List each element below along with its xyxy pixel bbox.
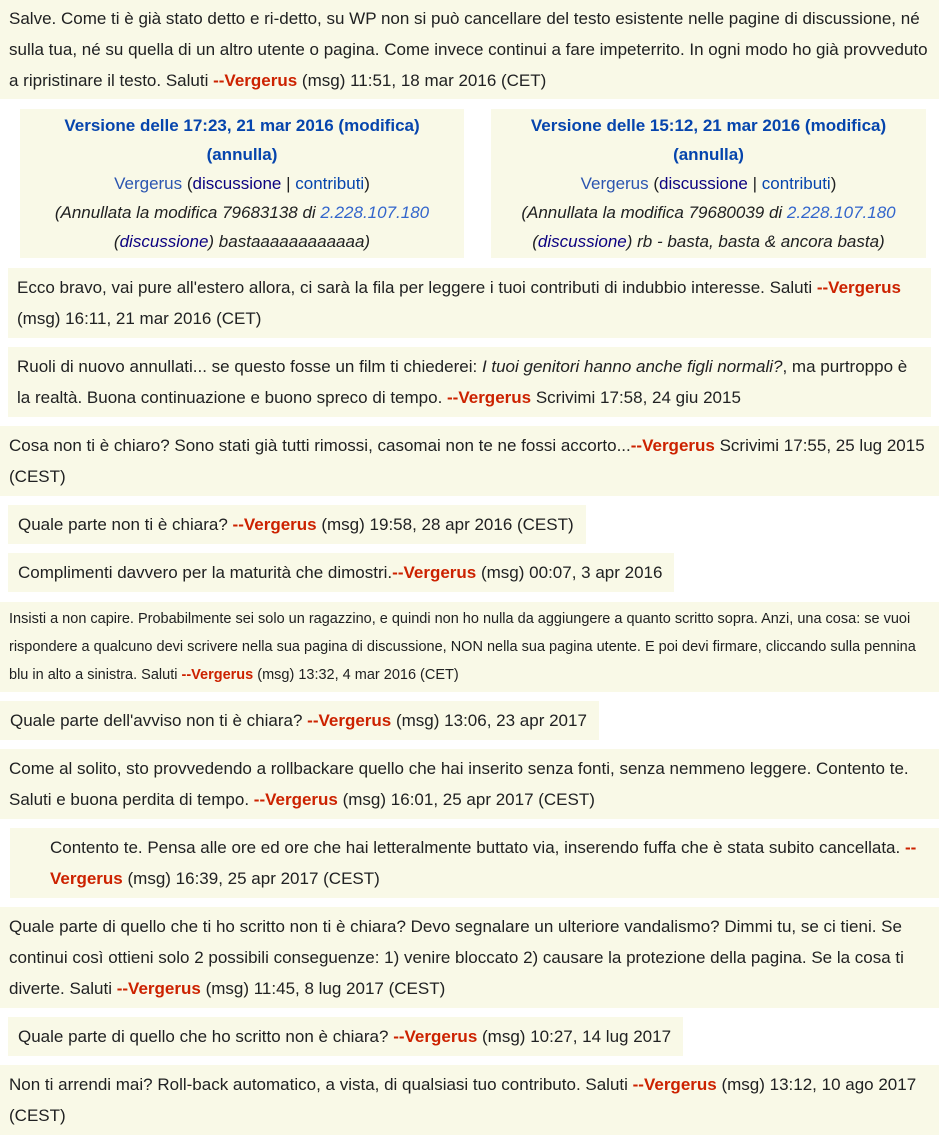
user-signature-link[interactable]: --Vergerus <box>307 711 392 730</box>
talk-message-quale-parte-1 <box>8 505 586 544</box>
talk-message-avviso <box>0 701 599 740</box>
text: | <box>281 174 296 193</box>
revision-header-link[interactable]: (annulla) <box>673 145 744 164</box>
diff-revision-right <box>491 109 926 258</box>
text: Complimenti davvero per la maturità che dimostri. <box>18 563 393 582</box>
diff-comparison-header <box>20 109 926 258</box>
user-signature-link[interactable]: --Vergerus <box>232 515 317 534</box>
msg-link[interactable]: (msg) <box>321 515 365 534</box>
text: Insisti a non capire. Probabilmente sei solo un ragazzino, e quindi non ho nulla da aggiungere a quanto scritto sopra. Anzi, una cosa: se vuoi rispondere a qualcuno devi scrivere nella sua pagina di discussione, NON nella sua pagina utente. E poi devi firmare, cliccando sulla pennina blu in alto a sinistra. Saluti <box>9 611 916 683</box>
text: Scrivimi 17:58, 24 giu 2015 <box>531 388 741 407</box>
msg-link[interactable]: (msg) <box>480 563 525 582</box>
msg-link[interactable]: (msg) <box>342 790 387 809</box>
discussione-link[interactable]: discussione <box>659 174 748 193</box>
talk-message-intro <box>0 0 939 99</box>
user-signature-link[interactable]: --Vergerus <box>632 1075 717 1094</box>
talk-message-ruoli-annullati <box>8 347 931 417</box>
text: ( <box>648 174 660 193</box>
italic-text: ( <box>532 232 538 251</box>
discussione-link[interactable]: discussione <box>119 232 209 251</box>
italic-text: ( <box>113 232 120 251</box>
text: Salve. Come ti è già stato detto e ri-detto, su WP non si può cancellare del testo esistente nelle pagine di discussione, né sulla tua, né su quella di un altro utente o pagina. Come invece continui a fare impeterrito. In ogni modo ho già provveduto a ripristinare il testo. Saluti <box>9 9 928 90</box>
talk-message-contento-te <box>10 828 939 898</box>
text: ) <box>364 174 370 193</box>
text: Quale parte di quello che ho scritto non è chiara? <box>18 1027 394 1046</box>
user-signature-link[interactable]: --Vergerus <box>393 1027 478 1046</box>
talk-message-quale-parte-2 <box>8 1017 683 1056</box>
talk-message-non-ti-arrendi <box>0 1065 939 1135</box>
italic-text: (Annullata la modifica 79683138 di <box>54 203 321 222</box>
msg-link[interactable]: (msg) <box>205 979 250 998</box>
revision-header-link[interactable]: (annulla) <box>206 145 278 164</box>
text: 16:39, 25 apr 2017 (CEST) <box>170 869 380 888</box>
user-signature-link[interactable]: --Vergerus <box>253 790 338 809</box>
msg-link[interactable]: (msg) <box>482 1027 526 1046</box>
revision-header-link[interactable]: Versione delle 15:12, 21 mar 2016 (modifica) <box>530 116 887 135</box>
msg-link[interactable]: (msg) <box>721 1075 765 1094</box>
talk-message-cosa-non-chiaro <box>0 426 939 496</box>
user-signature-link[interactable]: --Vergerus <box>213 71 298 90</box>
text: Contento te. Pensa alle ore ed ore che hai letteralmente buttato via, inserendo fuffa che è stata subito cancellata. <box>50 838 905 857</box>
text: 16:11, 21 mar 2016 (CET) <box>60 309 262 328</box>
text: , ma purtroppo è la realtà. Buona continuazione e buono spreco di tempo. <box>17 357 908 407</box>
text: 13:12, 10 ago 2017 (CEST) <box>9 1075 917 1125</box>
text: ) <box>830 174 837 193</box>
italic-text: ) rb - basta, basta & ancora basta) <box>626 232 885 251</box>
user-signature-link[interactable]: --Vergerus <box>116 979 201 998</box>
msg-link[interactable]: (msg) <box>127 869 171 888</box>
msg-link[interactable]: (msg) <box>257 667 295 683</box>
text: Scrivimi 17:55, 25 lug 2015 (CEST) <box>9 436 925 486</box>
text: Non ti arrendi mai? Roll-back automatico, a vista, di qualsiasi tuo contributo. Saluti <box>9 1075 633 1094</box>
ip-address-link[interactable]: 2.228.107.180 <box>320 203 430 222</box>
text: 16:01, 25 apr 2017 (CEST) <box>386 790 595 809</box>
text: Ecco bravo, vai pure all'estero allora, ci sarà la fila per leggere i tuoi contributi di indubbio interesse. Saluti <box>17 278 817 297</box>
text: Cosa non ti è chiaro? Sono stati già tutti rimossi, casomai non te ne fossi accorto... <box>9 436 631 455</box>
italic-text: ) bastaaaaaaaaaaaa) <box>208 232 371 251</box>
revision-header-link[interactable]: Versione delle 17:23, 21 mar 2016 (modifica) <box>64 116 420 135</box>
text: 11:45, 8 lug 2017 (CEST) <box>249 979 446 998</box>
msg-link[interactable]: (msg) <box>395 711 440 730</box>
text: ( <box>182 174 193 193</box>
text: Quale parte non ti è chiara? <box>18 515 233 534</box>
user-signature-link[interactable]: --Vergerus <box>447 388 532 407</box>
user-link[interactable]: Vergerus <box>114 174 183 193</box>
talk-message-ecco-bravo <box>8 268 931 338</box>
user-link[interactable]: Vergerus <box>580 174 649 193</box>
text: | <box>747 174 762 193</box>
text: 00:07, 3 apr 2016 <box>524 563 663 582</box>
discussione-link[interactable]: discussione <box>537 232 627 251</box>
talk-message-complimenti <box>8 553 674 592</box>
user-signature-link[interactable]: --Vergerus <box>630 436 715 455</box>
diff-revision-left <box>20 109 464 258</box>
talk-message-insisti <box>0 602 939 692</box>
discussione-link[interactable]: discussione <box>192 174 282 193</box>
italic-text: I tuoi genitori hanno anche figli normali? <box>481 357 783 376</box>
user-signature-link[interactable]: --Vergerus <box>50 838 917 888</box>
text: Ruoli di nuovo annullati... se questo fosse un film ti chiederei: <box>17 357 482 376</box>
ip-address-link[interactable]: 2.228.107.180 <box>786 203 896 222</box>
talk-message-come-al-solito <box>0 749 939 819</box>
msg-link[interactable]: (msg) <box>301 71 346 90</box>
text: 10:27, 14 lug 2017 <box>525 1027 672 1046</box>
text: Quale parte dell'avviso non ti è chiara? <box>10 711 308 730</box>
text: Quale parte di quello che ti ho scritto non ti è chiara? Devo segnalare un ulteriore vandalismo? Dimmi tu, se ci tieni. Se continui così ottieni solo 2 possibili conseguenze: 1) venire bloccato 2) causare la protezione della pagina. Se la cosa ti diverte. Saluti <box>9 917 904 998</box>
text: 11:51, 18 mar 2016 (CET) <box>345 71 547 90</box>
contributi-link[interactable]: contributi <box>761 174 831 193</box>
msg-link[interactable]: (msg) <box>17 309 61 328</box>
contributi-link[interactable]: contributi <box>295 174 365 193</box>
user-signature-link[interactable]: --Vergerus <box>392 563 477 582</box>
user-signature-link[interactable]: --Vergerus <box>181 667 254 683</box>
italic-text: (Annullata la modifica 79680039 di <box>521 203 787 222</box>
text: 13:06, 23 apr 2017 <box>439 711 587 730</box>
text: Come al solito, sto provvedendo a rollbackare quello che hai inserito senza fonti, senza nemmeno leggere. Contento te. Saluti e buona perdita di tempo. <box>9 759 909 809</box>
text: 13:32, 4 mar 2016 (CET) <box>294 667 459 683</box>
talk-message-vandalismo <box>0 907 939 1008</box>
text: 19:58, 28 apr 2016 (CEST) <box>364 515 574 534</box>
user-signature-link[interactable]: --Vergerus <box>816 278 901 297</box>
